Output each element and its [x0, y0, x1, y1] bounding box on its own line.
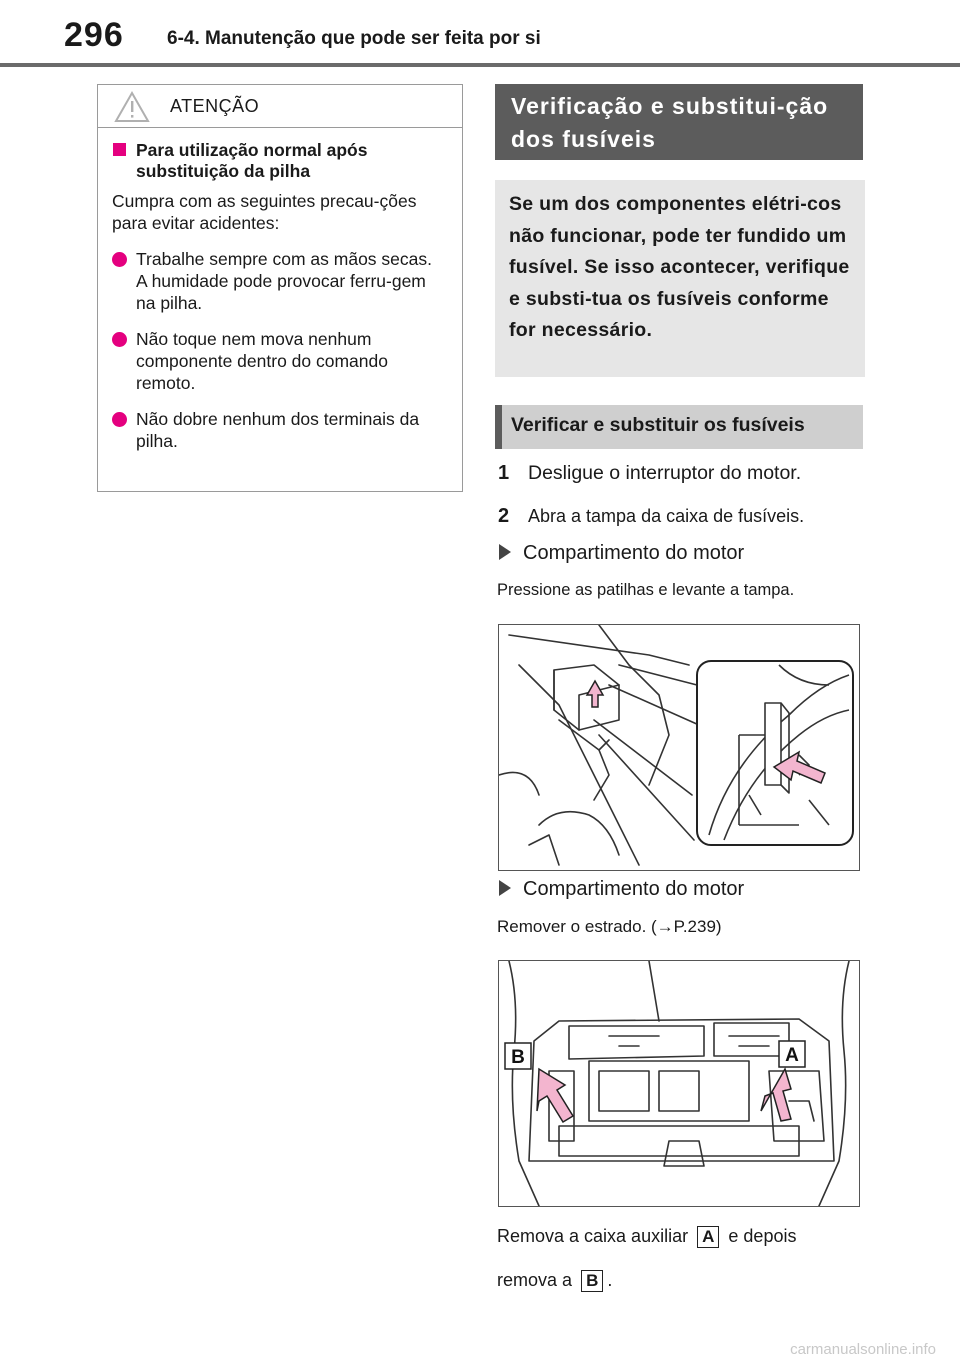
step-text: Abra a tampa da caixa de fusíveis. [528, 506, 805, 526]
warning-box [97, 84, 463, 492]
final-text: Remova a caixa auxiliar [497, 1226, 689, 1246]
bullet-text: Trabalhe sempre com as mãos secas. [136, 249, 432, 269]
step-number: 2 [498, 505, 510, 527]
warning-heading [112, 140, 448, 182]
section-banner [495, 84, 863, 160]
step-2 [498, 505, 804, 528]
warning-heading-text: Para utilização normal após substituição da pilha [136, 140, 368, 181]
circle-bullet-icon [112, 412, 127, 427]
final-text: . [607, 1270, 613, 1290]
warning-title: ATENÇÃO [170, 96, 260, 116]
page-footer [0, 1340, 960, 1362]
label-a-badge: A [697, 1226, 719, 1248]
step-1 [498, 462, 801, 485]
item-engine-compartment-2 [499, 878, 744, 901]
play-arrow-icon [499, 544, 511, 560]
final-instruction-line2 [497, 1270, 612, 1292]
warning-body [98, 128, 462, 452]
figure-label-a: A [785, 1045, 799, 1066]
circle-bullet-icon [112, 332, 127, 347]
auxiliary-box-illustration [499, 961, 859, 1206]
step-text: Desligue o interruptor do motor. [528, 462, 802, 484]
section-title: 6-4. Manutenção que pode ser feita por si [167, 28, 541, 49]
bullet-text: Não toque nem mova nenhum componente dentro do comando remoto. [136, 329, 388, 393]
auxiliary-box-figure [498, 960, 860, 1207]
fuse-box-cover-figure [498, 624, 860, 871]
item-engine-compartment-1 [499, 542, 744, 565]
item-label: Compartimento do motor [523, 878, 745, 900]
warning-header [98, 85, 462, 128]
page-number: 296 [64, 16, 124, 54]
warning-bullet [112, 408, 448, 452]
item-2-note: Remover o estrado. (→P.239) [497, 917, 722, 936]
sub-banner [495, 405, 863, 449]
circle-bullet-icon [112, 252, 127, 267]
sub-banner-title: Verificar e substituir os fusíveis [511, 414, 805, 436]
intro-box: Se um dos componentes elétri-cos não funcionar, pode ter fundido um fusível. Se isso acontecer, verifique e substi-tua os fusíveis conforme for necessário. [495, 180, 865, 377]
section-banner-title: Verificação e substitui-ção dos fusíveis [511, 93, 829, 152]
page-header [0, 0, 960, 68]
warning-bullet [112, 248, 448, 314]
bullet-subtext: A humidade pode provocar ferru-gem na pilha. [136, 271, 426, 313]
final-instruction-line1 [497, 1226, 796, 1248]
sub-banner-bar [495, 405, 502, 449]
final-text: remova a [497, 1270, 573, 1290]
warning-triangle-icon [114, 91, 150, 123]
warning-bullet [112, 328, 448, 394]
warning-intro: Cumpra com as seguintes precau-ções para evitar acidentes: [112, 191, 417, 233]
item-label: Compartimento do motor [523, 542, 745, 564]
watermark-text: carmanualsonline.info [790, 1341, 936, 1358]
step-number: 1 [498, 462, 510, 484]
item-1-note: Pressione as patilhas e levante a tampa. [497, 581, 795, 599]
play-arrow-icon [499, 880, 511, 896]
final-text: e depois [728, 1226, 797, 1246]
fuse-box-cover-illustration [499, 625, 859, 870]
figure-label-b: B [511, 1047, 525, 1068]
square-bullet-icon [113, 143, 126, 156]
bullet-text: Não dobre nenhum dos terminais da pilha. [136, 409, 420, 451]
header-divider [0, 63, 960, 67]
label-b-badge: B [581, 1270, 603, 1292]
